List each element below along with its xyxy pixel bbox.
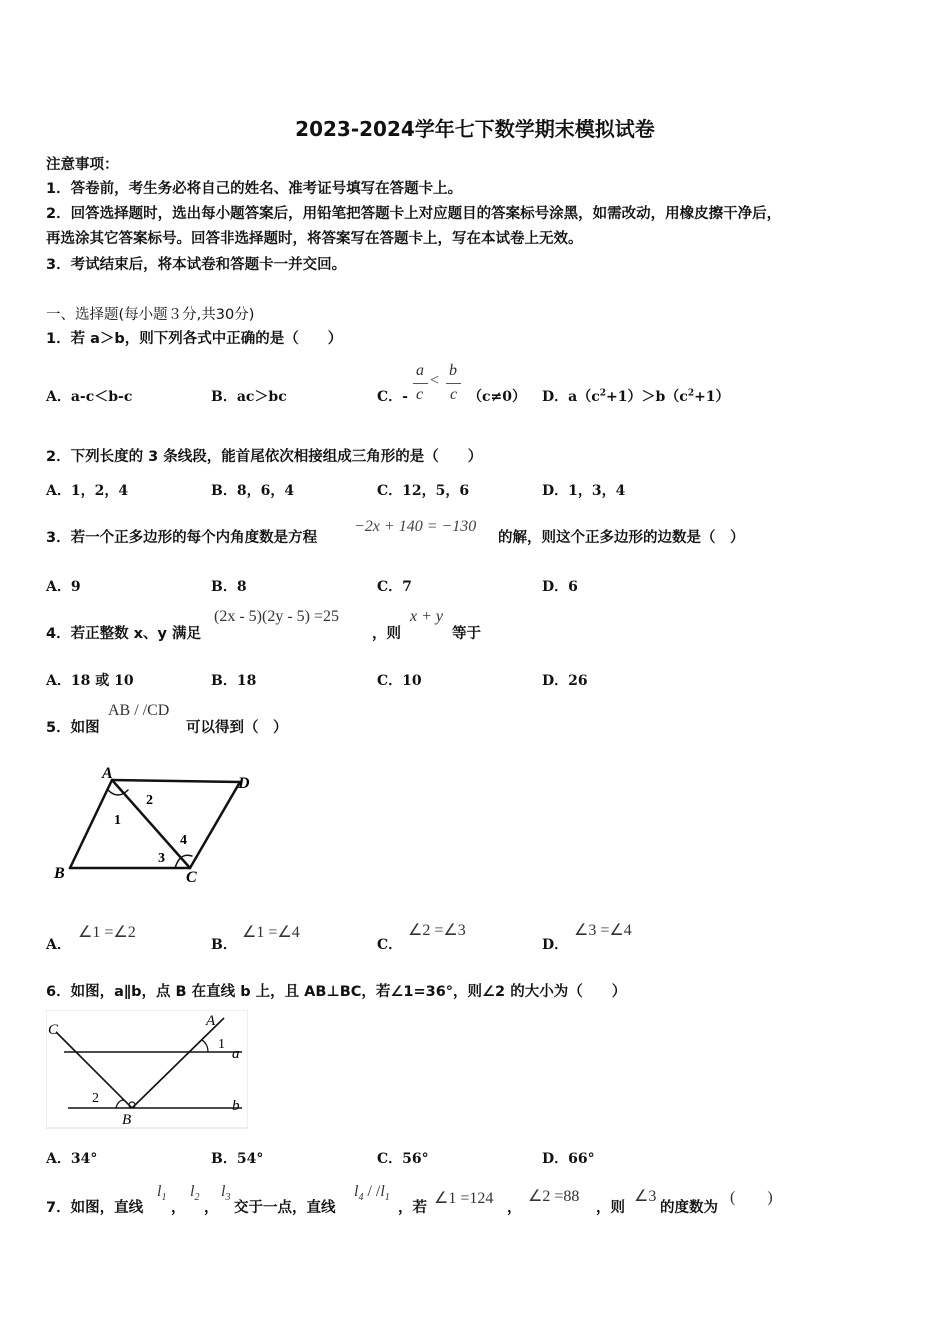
q7-l4-letter: l — [354, 1183, 359, 1200]
q7-parallel-symbol: / / — [363, 1183, 381, 1200]
q7-l1b-subscript: 1 — [384, 1192, 390, 1204]
segment-ab — [70, 780, 112, 868]
q2-option-d: D．1，3，4 — [542, 483, 626, 499]
q4-option-b: B．18 — [211, 673, 257, 689]
q5-option-d-label: D． — [542, 937, 569, 953]
q1-c-denominator-c: c — [416, 386, 424, 403]
angle-label-1: 1 — [114, 813, 121, 828]
q7-stem-part1: 7．如图，直线 — [46, 1200, 144, 1216]
label-a: A — [206, 1013, 216, 1029]
q5-figure — [50, 760, 260, 885]
q7-l1b-letter: l — [380, 1183, 385, 1200]
q7-stem-part3: ，若 — [398, 1200, 427, 1216]
q7-angle-1: ∠1 =124 — [434, 1190, 494, 1207]
angle-arc-1 — [202, 1040, 208, 1052]
q5-option-c-expr: ∠2 =∠3 — [408, 922, 466, 939]
segment-dc — [190, 782, 240, 868]
q1-stem: 1．若 a＞b，则下列各式中正确的是（ ） — [46, 331, 343, 347]
angle-label-3: 3 — [158, 851, 165, 866]
q7-comma-1: ， — [171, 1200, 186, 1216]
segment-ad — [112, 780, 240, 782]
line-ba — [132, 1018, 224, 1108]
q5-option-b-label: B． — [211, 937, 237, 953]
q1-c-numerator-a: a — [416, 362, 424, 379]
angle-label-2: 2 — [92, 1091, 99, 1106]
q2-option-a: A．1，2，4 — [46, 483, 129, 499]
label-d: D — [238, 775, 250, 792]
q7-angle-3: ∠3 — [634, 1188, 657, 1205]
q6-option-d: D．66° — [542, 1151, 595, 1167]
q2-option-c: C．12，5，6 — [377, 483, 470, 499]
q7-stem-part2: 交于一点，直线 — [234, 1200, 336, 1216]
q4-option-d: D．26 — [542, 673, 588, 689]
q6-figure — [46, 1010, 248, 1130]
q5-option-b-expr: ∠1 =∠4 — [242, 924, 300, 941]
q7-l3-letter: l — [221, 1183, 226, 1200]
notice-item-2-cont: 再选涂其它答案标号。回答非选择题时，将答案写在答题卡上，写在本试卷上无效。 — [46, 231, 583, 247]
label-a: A — [102, 765, 113, 782]
label-c: C — [48, 1022, 59, 1038]
q1-c-condition: （c≠0） — [468, 389, 526, 405]
q5-option-c-label: C． — [377, 937, 403, 953]
notice-item-1: 1．答卷前，考生务必将自己的姓名、准考证号填写在答题卡上。 — [46, 181, 463, 197]
q1-option-b: B．ac＞bc — [211, 389, 287, 405]
q3-option-d: D．6 — [542, 579, 578, 595]
q1-option-c-label: C．- — [377, 389, 408, 405]
q7-line-l2 — [190, 1183, 199, 1203]
q2-stem: 2．下列长度的 3 条线段，能首尾依次相接组成三角形的是（ ） — [46, 449, 483, 465]
angle-arc-2 — [116, 1100, 124, 1108]
q6-option-a: A．34° — [46, 1151, 98, 1167]
q7-l3-subscript: 3 — [225, 1192, 231, 1204]
q1-d-part2: +1）＞b（c — [606, 389, 688, 405]
q4-option-c: C．10 — [377, 673, 422, 689]
q7-line-l3 — [221, 1183, 230, 1203]
q6-stem: 6．如图，a∥b，点 B 在直线 b 上，且 AB⊥BC，若∠1=36°，则∠2 的大小为（ ） — [46, 984, 627, 1000]
q1-d-part3: +1） — [694, 389, 730, 405]
q7-stem-part5: 的度数为 — [660, 1200, 718, 1216]
q5-condition: AB / /CD — [108, 702, 170, 719]
label-line-a: a — [232, 1046, 240, 1062]
q1-d-sup2: 2 — [687, 388, 695, 399]
q1-option-a: A．a-c＜b-c — [46, 389, 133, 405]
notice-heading: 注意事项： — [46, 157, 119, 173]
angle-label-1: 1 — [218, 1037, 225, 1052]
label-b: B — [54, 865, 65, 882]
q1-c-less-than: < — [430, 372, 440, 389]
q7-comma-2: ， — [204, 1200, 219, 1216]
q7-l4-subscript: 4 — [358, 1192, 364, 1204]
q7-angle-2: ∠2 =88 — [528, 1188, 580, 1205]
q4-stem-post: 等于 — [452, 626, 481, 642]
q6-option-b: B．54° — [211, 1151, 264, 1167]
q1-c-numerator-b: b — [449, 362, 457, 379]
q7-l2-letter: l — [190, 1183, 195, 1200]
q7-l1-letter: l — [157, 1183, 162, 1200]
q3-stem-pre: 3．若一个正多边形的每个内角度数是方程 — [46, 530, 318, 546]
section-heading: 一、选择题(每小题３分,共30分) — [46, 307, 255, 323]
angle-label-2: 2 — [146, 793, 153, 808]
q3-equation: −2x + 140 = −130 — [354, 518, 477, 535]
q7-answer-paren: ( ) — [730, 1189, 773, 1206]
q1-option-d — [542, 386, 730, 406]
q1-c-denominator-c2: c — [450, 386, 458, 403]
q7-l2-subscript: 2 — [194, 1192, 200, 1204]
q5-option-a-label: A． — [46, 937, 71, 953]
label-b-point: B — [122, 1112, 132, 1128]
q5-option-a-expr: ∠1 =∠2 — [78, 924, 136, 941]
q4-stem-mid: ，则 — [372, 626, 401, 642]
q2-option-b: B．8，6，4 — [211, 483, 295, 499]
q7-l1-subscript: 1 — [161, 1192, 167, 1204]
notice-item-3: 3．考试结束后，将本试卷和答题卡一并交回。 — [46, 257, 347, 273]
q1-d-sup1: 2 — [599, 388, 607, 399]
fraction-bar — [446, 383, 461, 384]
page-title: 2023-2024学年七下数学期末模拟试卷 — [295, 117, 655, 141]
label-line-b: b — [232, 1098, 240, 1114]
q4-stem-pre: 4．若正整数 x、y 满足 — [46, 626, 201, 642]
fraction-bar — [413, 383, 428, 384]
q5-option-d-expr: ∠3 =∠4 — [574, 922, 632, 939]
q4-equation: (2x - 5)(2y - 5) =25 — [214, 608, 339, 625]
q3-option-c: C．7 — [377, 579, 412, 595]
q1-d-part1: D．a（c — [542, 389, 600, 405]
angle-label-4: 4 — [180, 833, 187, 848]
q4-option-a: A．18 或 10 — [46, 673, 134, 689]
q6-option-c: C．56° — [377, 1151, 429, 1167]
q7-stem-part4: ，则 — [596, 1200, 625, 1216]
q3-option-a: A．9 — [46, 579, 81, 595]
q7-parallel-expression — [354, 1183, 390, 1203]
q5-stem-pre: 5．如图 — [46, 720, 100, 736]
q7-comma-3: ， — [507, 1200, 522, 1216]
q7-line-l1 — [157, 1183, 166, 1203]
label-c: C — [186, 869, 197, 885]
q4-expression: x + y — [410, 608, 443, 625]
q5-stem-post: 可以得到（ ） — [186, 720, 288, 736]
q3-option-b: B．8 — [211, 579, 247, 595]
q3-stem-post: 的解，则这个正多边形的边数是（ ） — [498, 530, 745, 546]
notice-item-2: 2．回答选择题时，选出每小题答案后，用铅笔把答题卡上对应题目的答案标号涂黑，如需改动，用橡皮擦干净后， — [46, 206, 782, 222]
